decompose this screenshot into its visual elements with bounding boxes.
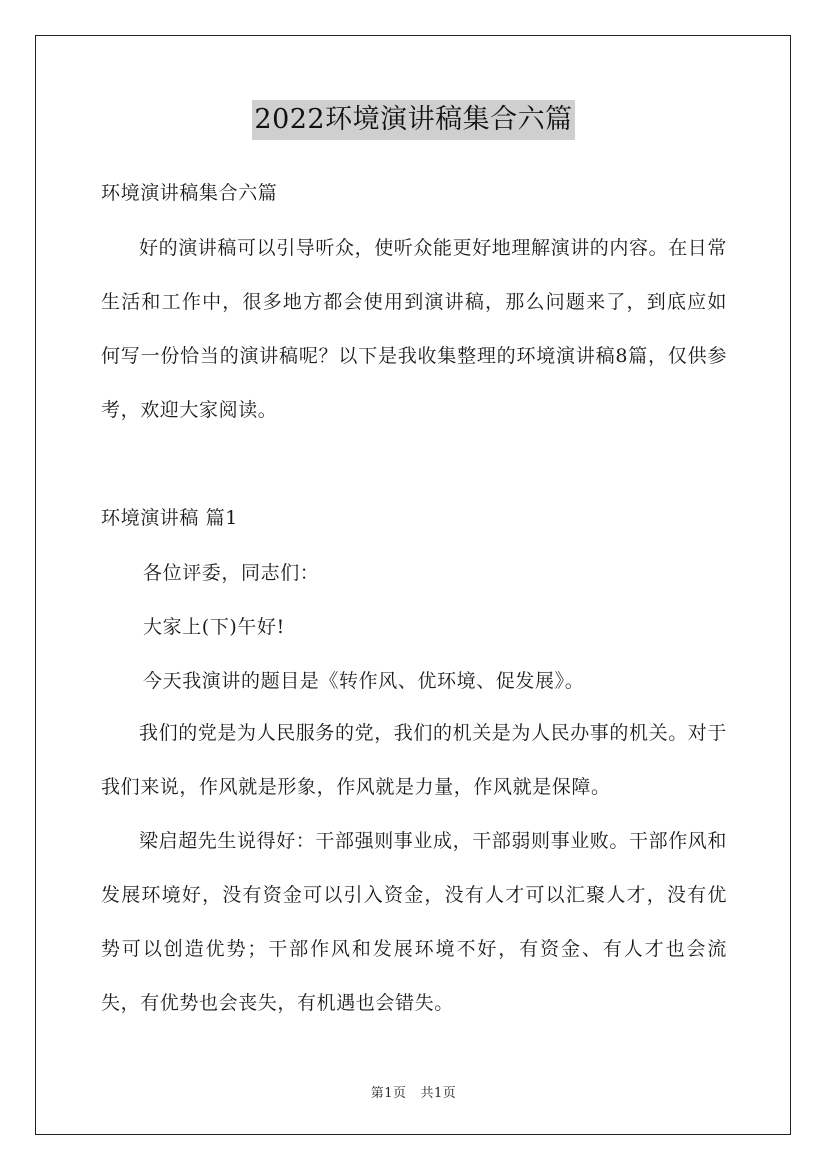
salutation: 各位评委，同志们： [143,562,320,584]
section-heading: 环境演讲稿 篇1 [101,507,238,529]
paragraph-1: 我们的党是为人民服务的党，我们的机关是为人民办事的机关。对于我们来说，作风就是形象，作风就是力量，作风就是保障。 [101,722,728,798]
page-number: 第1页 [370,1086,407,1101]
topic-line: 今天我演讲的题目是《转作风、优环境、促发展》。 [143,670,585,692]
document-title: 2022环境演讲稿集合六篇 [252,100,574,140]
page-total: 共1页 [420,1086,457,1101]
title-container [0,100,827,140]
greeting: 大家上(下)午好! [143,616,285,638]
document-subtitle: 环境演讲稿集合六篇 [101,182,278,204]
page-footer [0,1082,827,1101]
paragraph-2: 梁启超先生说得好：干部强则事业成，干部弱则事业败。干部作风和发展环境好，没有资金可以引入资金，没有人才可以汇聚人才，没有优势可以创造优势；干部作风和发展环境不好，有资金、有人才也会流失，有优势也会丧失，有机遇也会错失。 [101,830,728,1014]
intro-paragraph: 好的演讲稿可以引导听众，使听众能更好地理解演讲的内容。在日常生活和工作中，很多地方都会使用到演讲稿，那么问题来了，到底应如何写一份恰当的演讲稿呢？以下是我收集整理的环境演讲稿8篇，仅供参考，欢迎大家阅读。 [101,237,728,421]
